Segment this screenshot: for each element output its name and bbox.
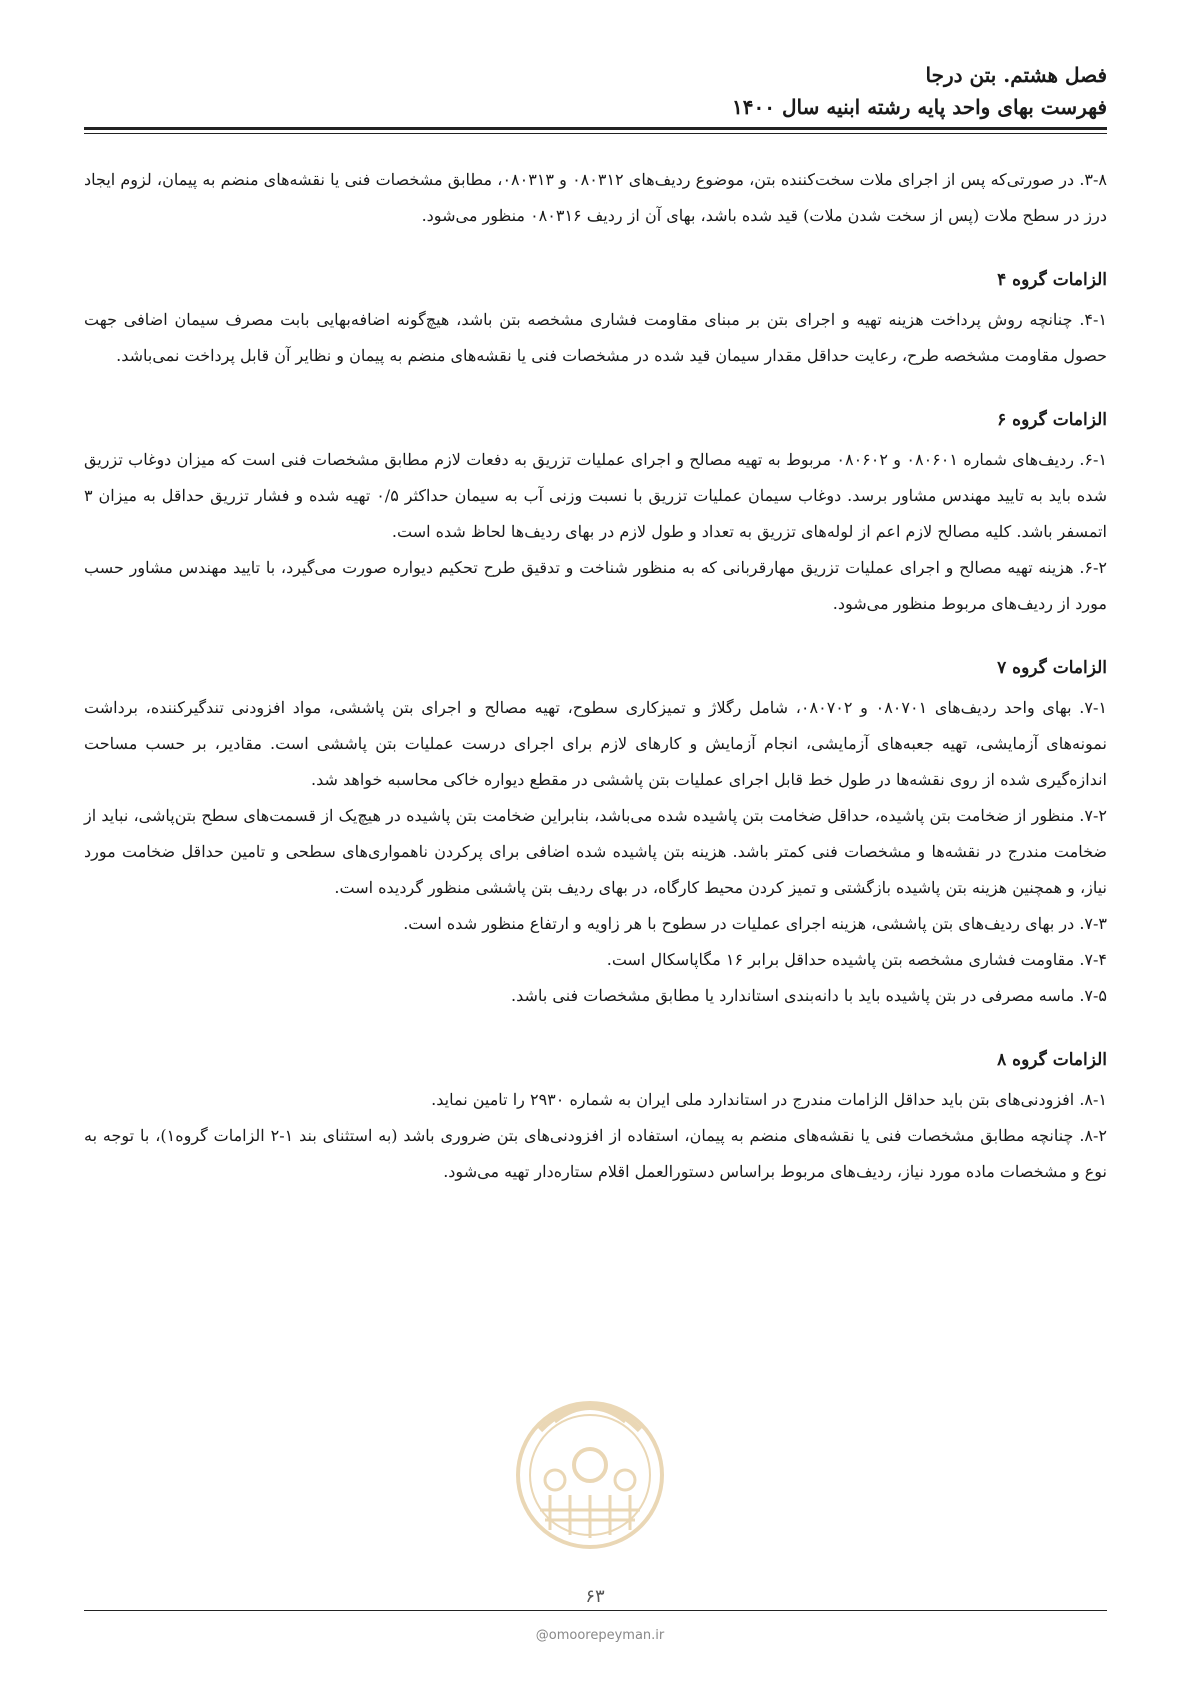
watermark-seal	[500, 1370, 680, 1560]
document-title: فهرست بهای واحد پایه رشته ابنیه سال ۱۴۰۰	[732, 95, 1107, 119]
clause-3-8: ۳-۸. در صورتی‌که پس از اجرای ملات سخت‌کننده بتن، موضوع ردیف‌های ۰۸۰۳۱۲ و ۰۸۰۳۱۳، مطابق مشخصات فنی یا نقشه‌های منضم به پیمان، لزوم ایجاد درز در سطح ملات (پس از سخت شدن ملات) قید شده باشد، بهای آن از ردیف ۰۸۰۳۱۶ منظور می‌شود.	[84, 170, 1108, 225]
page-number: ۶۳	[585, 1586, 605, 1607]
clause-7-5: ۷-۵. ماسه مصرفی در بتن پاشیده باید با دانه‌بندی استاندارد یا مطابق مشخصات فنی باشد.	[511, 986, 1107, 1005]
section-group-4	[84, 262, 1107, 374]
clause-7-1: ۷-۱. بهای واحد ردیف‌های ۰۸۰۷۰۱ و ۰۸۰۷۰۲، شامل رگلاژ و تمیزکاری سطوح، تهیه مصالح و اجرای بتن پاششی، مواد افزودنی تندگیرکننده، برداشت نمونه‌های آزمایشی، تهیه جعبه‌های آزمایشی، انجام آزمایش و کارهای لازم برای اجرای درست عملیات بتن پاششی است. مقادیر، بر حسب مساحت اندازه‌گیری شده از روی نقشه‌ها در طول خط قابل اجرای عملیات بتن پاششی در مقطع دیواره خاکی محاسبه خواهد شد.	[84, 698, 1108, 789]
clause-4-1: ۴-۱. چنانچه روش پرداخت هزینه تهیه و اجرای بتن بر مبنای مقاومت فشاری مشخصه بتن باشد، هیچ‌گونه اضافه‌بهایی بابت مصرف سیمان اضافی جهت حصول مقاومت مشخصه طرح، رعایت حداقل مقدار سیمان قید شده در مشخصات فنی یا نقشه‌های منضم به پیمان و نظایر آن قابل پرداخت نمی‌باشد.	[84, 310, 1107, 365]
header-rule-thick	[84, 127, 1107, 130]
clause-6-2: ۶-۲. هزینه تهیه مصالح و اجرای عملیات تزریق مهارقربانی که به منظور شناخت و تدقیق طرح تحکیم دیواره صورت می‌گیرد، با تایید مهندس مشاور حسب مورد از ردیف‌های مربوط منظور می‌شود.	[84, 558, 1107, 613]
website-watermark[interactable]: @omoorepeyman.ir	[535, 1628, 665, 1643]
section-group-8	[84, 1042, 1107, 1190]
section-group-7	[84, 650, 1107, 1014]
page-header	[84, 58, 1107, 122]
chapter-title: فصل هشتم. بتن درجا	[925, 63, 1107, 87]
clause-8-1: ۸-۱. افزودنی‌های بتن باید حداقل الزامات مندرج در استاندارد ملی ایران به شماره ۲۹۳۰ را تامین نماید.	[431, 1090, 1107, 1109]
section-heading-group-8: الزامات گروه ۸	[997, 1050, 1107, 1070]
section-heading-group-7: الزامات گروه ۷	[997, 658, 1107, 678]
section-group-6	[84, 402, 1107, 622]
clause-6-1: ۶-۱. ردیف‌های شماره ۰۸۰۶۰۱ و ۰۸۰۶۰۲ مربوط به تهیه مصالح و اجرای عملیات تزریق به دفعات لازم مطابق مشخصات فنی است که میزان دوغاب تزریق شده باید به تایید مهندس مشاور برسد. دوغاب سیمان عملیات تزریق با نسبت وزنی آب به سیمان حداکثر ۰/۵ تهیه شده و فشار تزریق حداقل به میزان ۳ اتمسفر باشد. کلیه مصالح لازم اعم از لوله‌های تزریق به تعداد و طول لازم در بهای ردیف‌ها لحاظ شده است.	[84, 450, 1108, 541]
footer-rule	[84, 1610, 1107, 1611]
document-body	[84, 162, 1107, 1190]
clause-7-3: ۷-۳. در بهای ردیف‌های بتن پاششی، هزینه اجرای عملیات در سطوح با هر زاویه و ارتفاع منظور شده است.	[403, 914, 1107, 933]
clause-8-2: ۸-۲. چنانچه مطابق مشخصات فنی یا نقشه‌های منضم به پیمان، استفاده از افزودنی‌های بتن ضروری باشد (به استثنای بند ۱-۲ الزامات گروه۱)، با توجه به نوع و مشخصات ماده مورد نیاز، ردیف‌های مربوط براساس دستورالعمل اقلام ستاره‌دار تهیه می‌شود.	[84, 1126, 1107, 1181]
clause-7-2: ۷-۲. منظور از ضخامت بتن پاشیده، حداقل ضخامت بتن پاشیده شده می‌باشد، بنابراین ضخامت بتن پاشیده در هیچ‌یک از قسمت‌های سطح بتن‌پاشی، نباید از ضخامت مندرج در نقشه‌ها و مشخصات فنی کمتر باشد. هزینه بتن پاشیده شده اضافی برای پرکردن ناهمواری‌های سطحی و تامین حداقل ضخامت مورد نیاز، و همچنین هزینه بتن پاشیده بازگشتی و تمیز کردن محیط کارگاه، در بهای ردیف بتن پاششی منظور گردیده است.	[84, 806, 1107, 897]
header-rule-thin	[84, 133, 1107, 134]
clause-7-4: ۷-۴. مقاومت فشاری مشخصه بتن پاشیده حداقل برابر ۱۶ مگاپاسکال است.	[606, 950, 1107, 969]
section-heading-group-4: الزامات گروه ۴	[997, 270, 1107, 290]
section-group-3	[84, 162, 1107, 234]
section-heading-group-6: الزامات گروه ۶	[997, 410, 1107, 430]
